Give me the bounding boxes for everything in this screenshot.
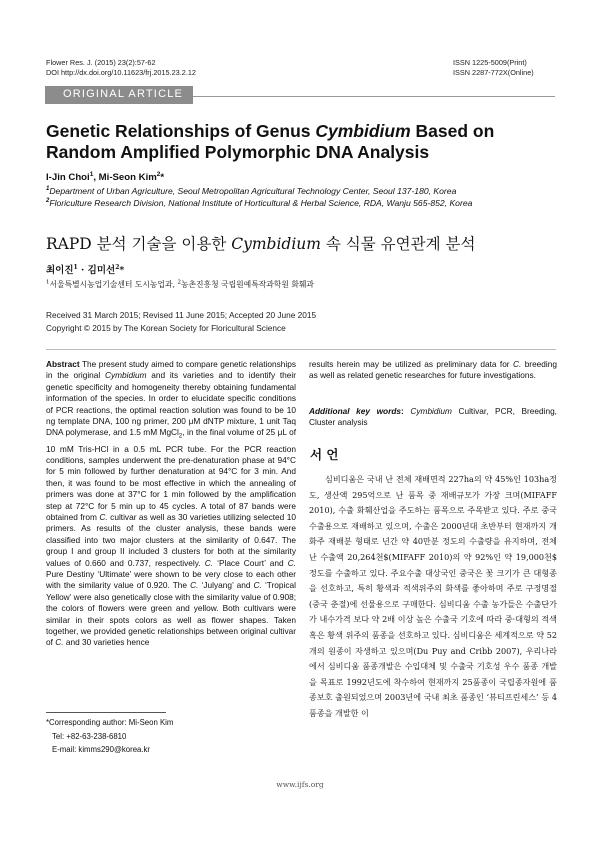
doi-link[interactable]: DOI http://dx.doi.org/10.11623/frj.2015.23.2.12 [46,68,196,77]
header-rule [193,96,555,97]
abstract-text: and 30 varieties hence [63,637,150,648]
received-dates: Received 31 March 2015; Revised 11 June 2015; Accepted 20 June 2015 [46,310,317,320]
corresponding-author: *Corresponding author: Mi-Seon Kim [46,718,174,727]
korean-corresponding-star: * [119,265,125,276]
author-1: I-Jin Choi [46,172,90,184]
affiliation-1-text: Department of Urban Agriculture, Seoul Metropolitan Agricultural Technology Center, Seoul 137-180, Korea [49,185,457,196]
issn-print: ISSN 1225-5009(Print) [453,58,527,67]
korean-aff1-sup: 1 [46,279,50,286]
korean-aff2: 농촌진흥청 국립원예특작과학원 화훼과 [180,280,314,289]
keywords-list: Cultivar, PCR, Breeding, Cluster analysis [309,406,557,428]
section-heading-introduction: 서 언 [310,447,339,462]
abstract-subscript: 2 [178,434,183,441]
affiliation-2-text: Floriculture Research Division, National Institute of Horticultural & Herbal Science, RDA, Wanju 565-852, Korea [49,197,473,208]
affiliation-2 [46,196,472,209]
corresponding-star: * [160,172,165,184]
author-list [46,171,164,183]
korean-aff1: 서울특별시농업기술센터 도시농업과, [49,280,178,289]
author-1-sup: 1 [89,171,94,178]
korean-author-1-sup: 1 [73,263,78,271]
author-2: Mi-Seon Kim [98,172,157,184]
issn-online: ISSN 2287-772X(Online) [453,68,534,77]
abstract-continuation [309,359,557,382]
article-type-band [45,86,193,104]
abstract-genus-abbr: C. [204,557,213,568]
affiliation-1-sup: 1 [46,186,50,192]
abstract-text: ‘Place Court’ and [213,557,288,568]
abstract-cont-text: results herein may be utilized as preliminary data for [309,359,513,369]
title-text: Genetic Relationships of Genus [46,121,316,141]
abstract-text: cultivar as well as 30 varieties utilizing selected 10 primers. As results of the cluster analysis, these bands were classified into two major clusters at the similarity of 0.647. The group I and group II included 3 clusters for both at the similarity values of 0.660 and 0.737, respectively. [46,511,296,568]
keywords-genus: Cymbidium [410,406,452,416]
article-type-label: ORIGINAL ARTICLE [63,88,184,100]
abstract-text: , in the final volume of 25 μL of 10 mM Tris-HCl in a 0.5 mL PCR tube. For the PCR reaction conditions, samples underwent the pre-denaturation phase at 94°C for 5 min followed by further denaturation at 94°C for 3 min. And then, it was found to be most effective in which the annealing of primers was done at 37°C for 1 min followed by the amplification step at 72°C for 5 min up to 45 cycles. A total of 87 bands were obtained from [46,427,297,522]
abstract-text: and its varieties and to identify their genetic specificity and homogeneity thereby obtaining fundamental information of the species. In order to elucidate specific conditions of PCR reactions, the optimal reaction solution was found to be 10 ng template DNA, 100 ng primer, 200 μM dNTP mixture, 1 unit Taq DNA polymerase, and 1.5 mM MgCl [46,370,296,438]
abstract-text: Pure Destiny ‘Ultimate’ were shown to be very close to each other with the similarity value of 0.920. The [46,568,296,591]
korean-author-2-sup: 2 [115,263,120,271]
footer-url[interactable]: www.ijfs.org [276,780,324,789]
abstract-genus-abbr: C. [55,637,64,648]
article-title [46,121,566,163]
abstract-genus-abbr: C. [287,557,296,568]
title-genus: Cymbidium [315,121,411,141]
author-sep: , [93,172,99,184]
korean-title [46,232,475,254]
korean-author-1: 최이진 [46,265,74,276]
keywords [309,406,557,429]
abstract-genus-abbr: C. [190,580,199,591]
abstract-rule [46,349,556,350]
journal-citation: Flower Res. J. (2015) 23(2):57-62 [46,58,156,67]
korean-aff2-sup: 2 [177,279,181,286]
korean-author-sep: · [77,265,88,276]
korean-title-text-end: 속 식물 유연관계 분석 [320,235,476,253]
abstract-genus: Cymbidium [105,370,147,381]
korean-affiliations [46,279,314,290]
contact-tel: Tel: +82-63-238-6810 [52,732,127,741]
introduction-body: 심비디움은 국내 난 전체 재배면적 227ha의 약 45%인 103ha정도, 생산액 295억으로 난 품목 중 재배규모가 가장 크며(MIFAFF 2010), 수출 화훼산업을 주도하는 품목으로 주목받고 있다. 주로 중국 수출용으로 재배하고 있으며, 수출은 2000년대 초반부터 현재까지 개화주 재배분 형태로 년간 약 40만분 정도의 수출량을 유지하며, 전체 난 수출액 20,264천$(MIFAFF 2010)의 약 92%인 약 19,000천$ 정도를 수출하고 있다. 주요수출 대상국인 중국은 꽃 크기가 큰 대형종을 선호하고, 특히 황색과 적색위주의 화색를 좋아하며 주로 구정명절(중국 춘절)에 선물용으로 구매한다. 심비디움 수출 농가들은 수출단가가 내수가격 보다 약 2배 이상 높은 수출국 기호에 따라 중·대형의 적색 혹은 황색 위주의 품종을 선호하고 있다. 심비디움은 세계적으로 약 52개의 원종이 자생하고 있으며(Du Puy and Cribb 2007), 우리나라에서 심비디움 품종개발은 수입대체 및 수출국 기호성 우수 품종 개발을 목표로 1992년도에 착수하여 현재까지 25품종이 국립종자원에 품종보호 출원되었으며 2003년에 국내 최초 품종인 ‘뷰티프린세스’ 등 4품종을 개발한 이 [309,474,557,718]
abstract-genus-abbr: C. [253,580,262,591]
title-text-end: Based on Random Amplified Polymorphic DNA Analysis [46,121,495,162]
copyright-line: Copyright © 2015 by The Korean Society for Floricultural Science [46,323,286,333]
abstract-cont-genus-abbr: C. [512,359,522,369]
abstract-text: ‘Tropical Yellow’ were also genetically close with the similarity value of 0.908; the colors of flowers were green and yellow. Both cultivars were similar in their spots colors as well as flower shapes. Taken together, we provided genetic relationships between original cultivar of [46,580,296,648]
abstract-genus-abbr: C. [99,511,108,522]
author-2-sup: 2 [156,171,161,178]
korean-title-genus: Cymbidium [231,235,321,253]
contact-email[interactable]: E-mail: kimms290@korea.kr [52,745,151,754]
korean-title-text: RAPD 분석 기술을 이용한 [46,235,232,253]
korean-author-2: 김미선 [87,265,116,276]
affiliation-2-sup: 2 [46,198,50,204]
abstract-text: ‘Julyang’ and [198,580,254,591]
affiliation-1 [46,184,456,197]
footnote-rule [46,712,166,713]
abstract-cont-text: breeding as well as related genetic researches for future investigations. [309,359,557,381]
keywords-label: Additional key words [309,406,402,416]
abstract-label: Abstract [46,359,80,369]
keywords-colon: : [401,406,411,416]
korean-author-list [46,262,124,276]
abstract-body [46,359,296,649]
abstract-text: The present study aimed to compare genetic relationships in the original [46,359,296,381]
